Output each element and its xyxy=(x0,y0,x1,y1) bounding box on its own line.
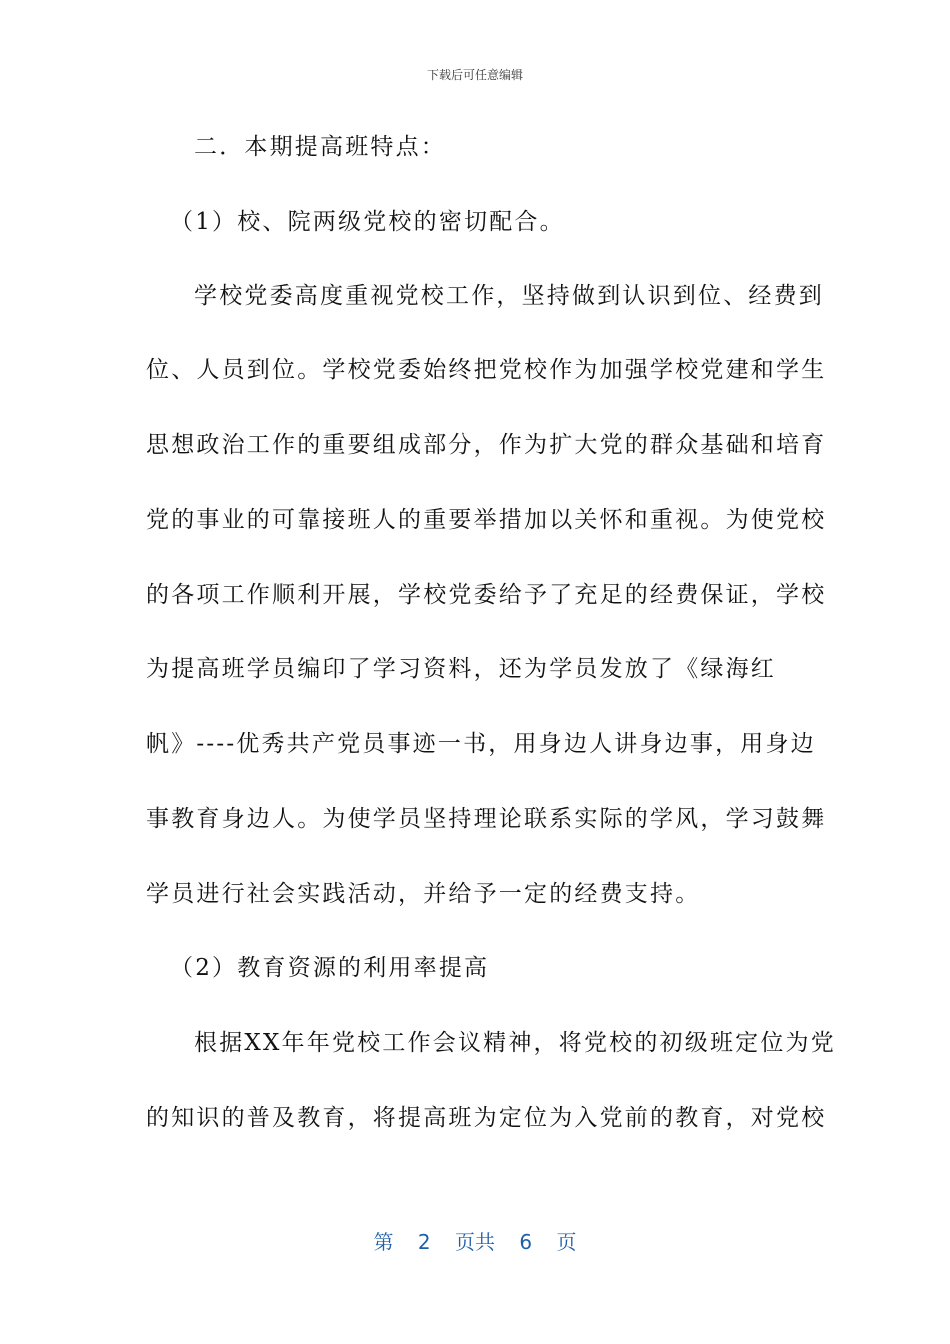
current-page-number: 2 xyxy=(417,1230,431,1254)
paragraph-line: 根据XX年年党校工作会议精神，将党校的初级班定位为党 xyxy=(194,1030,836,1056)
total-page-number: 6 xyxy=(519,1230,533,1254)
paragraph-line: 帆》----优秀共产党员事迹一书，用身边人讲身边事，用身边 xyxy=(146,731,816,757)
paragraph-line: 事教育身边人。为使学员坚持理论联系实际的学风，学习鼓舞 xyxy=(146,806,827,832)
footer-suffix: 页 xyxy=(556,1230,577,1254)
paragraph-line: 的知识的普及教育，将提高班为定位为入党前的教育，对党校 xyxy=(146,1105,827,1131)
footer-middle: 页共 xyxy=(455,1230,495,1254)
paragraph-line: 位、人员到位。学校党委始终把党校作为加强学校党建和学生 xyxy=(146,357,827,383)
paragraph-line: 党的事业的可靠接班人的重要举措加以关怀和重视。为使党校 xyxy=(146,507,827,533)
paragraph-line: 思想政治工作的重要组成部分，作为扩大党的群众基础和培育 xyxy=(146,432,827,458)
paragraph-line: 学员进行社会实践活动，并给予一定的经费支持。 xyxy=(146,881,701,907)
page-footer xyxy=(0,1226,950,1255)
paragraph-line: 的各项工作顺利开展，学校党委给予了充足的经费保证，学校 xyxy=(146,582,827,608)
subheading-2: （2）教育资源的利用率提高 xyxy=(170,955,490,981)
footer-prefix: 第 xyxy=(373,1230,394,1254)
subheading-1: （1）校、院两级党校的密切配合。 xyxy=(170,209,565,235)
page-header: 下载后可任意编辑 xyxy=(426,68,523,82)
paragraph-line: 为提高班学员编印了学习资料，还为学员发放了《绿海红 xyxy=(146,656,776,682)
paragraph-line: 学校党委高度重视党校工作，坚持做到认识到位、经费到 xyxy=(194,283,824,309)
section-heading: 二．本期提高班特点： xyxy=(194,134,446,160)
